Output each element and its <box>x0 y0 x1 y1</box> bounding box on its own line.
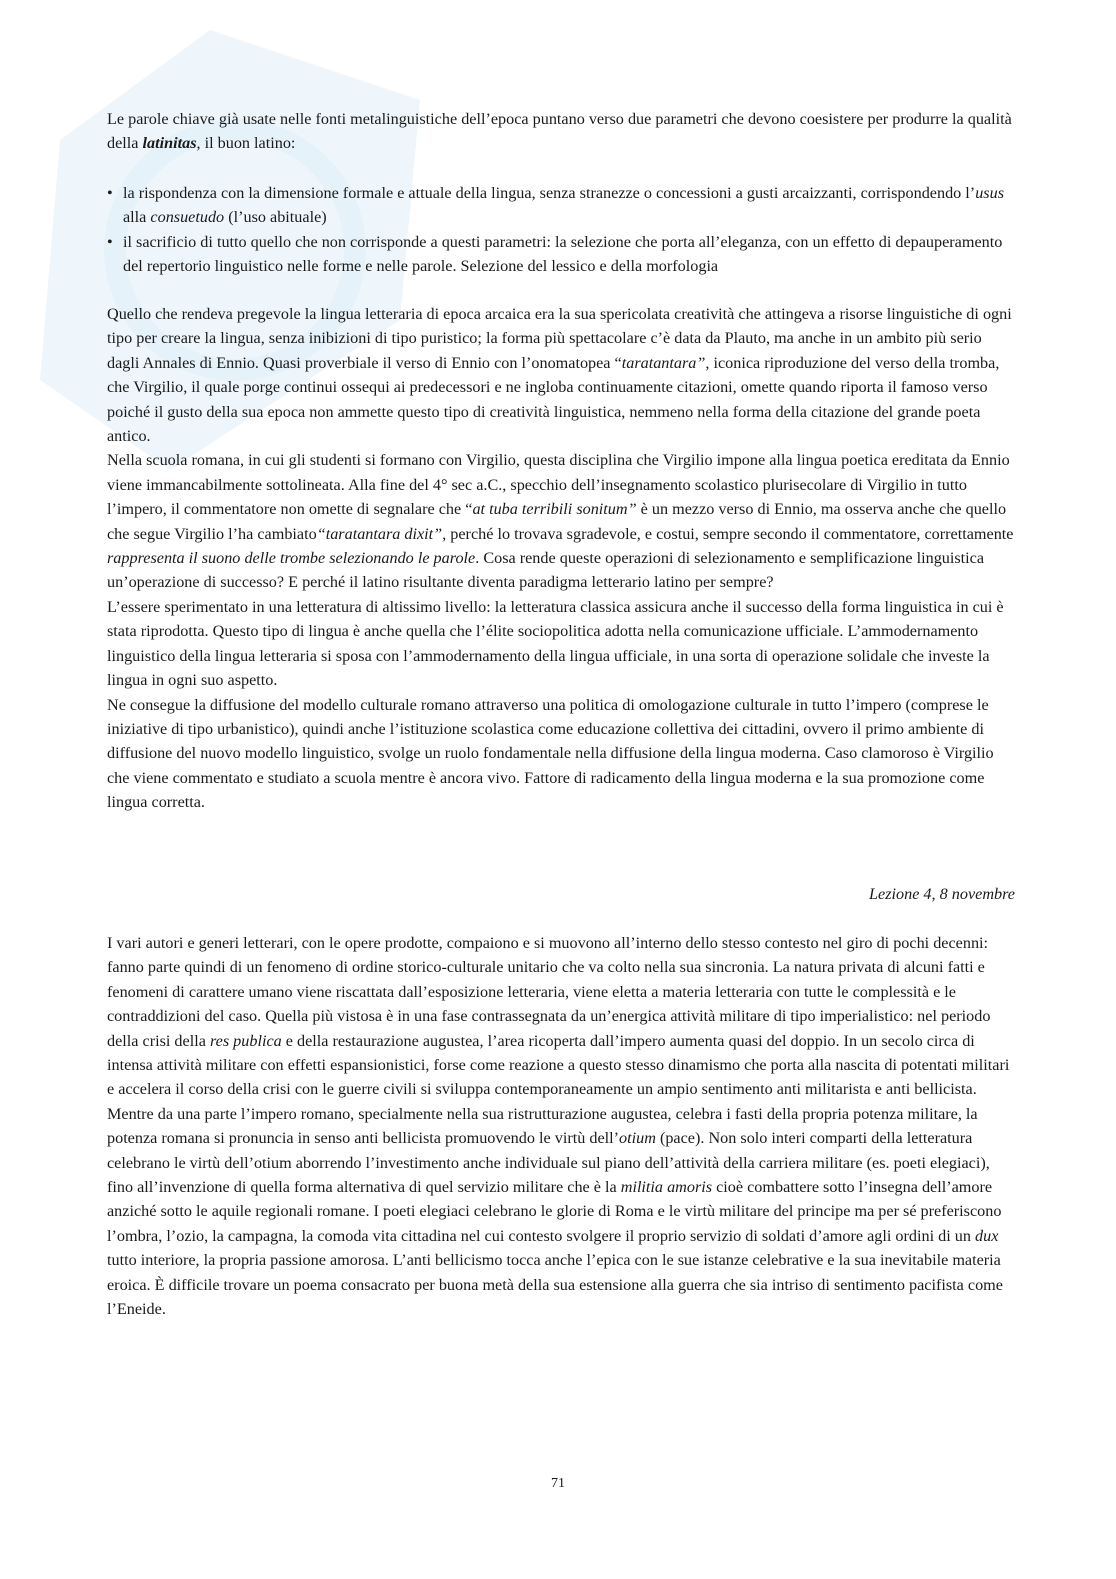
page-number: 71 <box>551 1476 565 1491</box>
paragraph: L’essere sperimentato in una letteratura di altissimo livello: la letteratura classica assicura anche il successo della forma linguistica in cui è stata riprodotta. Questo tipo di lingua è anche quella che l’élite sociopolitica adotta nella comunicazione ufficiale. L’ammodernamento linguistico della lingua letteraria si sposa con l’ammodernamento della lingua ufficiale, in una sorta di operazione solidale che investe la lingua in ogni suo aspetto. <box>107 597 1004 690</box>
bullet-icon: • <box>107 184 113 202</box>
paragraph: Nella scuola romana, in cui gli studenti si formano con Virgilio, questa disciplina che Virgilio impone alla lingua poetica ereditata da Ennio viene immancabilmente sottolineata. Alla fine del 4° sec a.C., specchio dell’insegnamento scolastico plurisecolare di Virgilio in tutto l’impero, il commentatore non omette di segnalare che “at tuba terribili sonitum” è un mezzo verso di Ennio, ma osserva anche che quello che segue Virgilio l’ha cambiato“taratantara dixit”, perché lo trovava sgradevole, e costui, sempre secondo il commentatore, correttamente rappresenta il suono delle trombe selezionando le parole. Cosa rende queste operazioni di selezionamento e semplificazione linguistica un’operazione di successo? E perché il latino risultante diventa paradigma letterario latino per sempre? <box>107 451 1014 592</box>
lesson-heading: Lezione 4, 8 novembre <box>869 885 1015 903</box>
list-item: • la rispondenza con la dimensione formale e attuale della lingua, senza stranezze o concessioni a gusti arcaizzanti, corrispondendo l’usus alla consuetudo (l’uso abituale) <box>107 181 1015 230</box>
bullet-icon: • <box>107 232 113 251</box>
section-antimilitarism: I vari autori e generi letterari, con le opere prodotte, compaiono e si muovono all’interno dello stesso contesto nel giro di pochi decenni: fanno parte quindi di un fenomeno di ordine storico-culturale unitario che va colto nella sua sincronia. La natura privata di alcuni fatti e fenomeni di carattere umano viene riscattata dall’esposizione letteraria, viene eletta a materia letteraria con tutte le complessità e le contraddizioni del caso. Quella più vistosa è in una fase contrassegnata da un’energica attività militare di tipo imperialistico: nel periodo della crisi della res publica e della restaurazione augustea, l’area ricoperta dall’impero aumenta quasi del doppio. In un secolo circa di intensa attività militare con effetti espansionistici, forse come reazione a questo stesso dinamismo che porta alla nascita di potentati militari e accelera il corso della crisi con le guerre civili si sviluppa contemporaneamente un ampio sentimento anti militarista e anti bellicista. Mentre da una parte l’impero romano, specialmente nella sua ristrutturazione augustea, celebra i fasti della propria potenza militare, la potenza romana si pronuncia in senso anti bellicista promuovendo le virtù dell’otium (pace). Non solo interi comparti della letteratura celebrano le virtù dell’otium aborrendo l’investimento anche individuale sul piano dell’attività della carriera militare (es. poeti elegiaci), fino all’invenzione di quella forma alternativa di quel servizio militare che è la militia amoris cioè combattere sotto l’insegna dell’amore anziché sotto le aquile regionali romane. I poeti elegiaci celebrano le glorie di Roma e le virtù militare del principe ma per sé preferiscono l’ombra, l’ozio, la campagna, la comoda vita cittadina nel cui contesto svolgere il proprio servizio di soldati d’amore agli ordini di un dux tutto interiore, la propria passione amorosa. L’anti bellicismo tocca anche l’epica con le sue istanze celebrative e la sua inevitabile materia eroica. È difficile trovare un poema consacrato per buona metà della sua estensione alla guerra che sia intriso di sentimento pacifista come l’Eneide. <box>107 934 1010 1319</box>
intro-paragraph: Le parole chiave già usate nelle fonti metalinguistiche dell’epoca puntano verso due parametri che devono coesistere per produrre la qualità della latinitas, il buon latino: <box>107 110 1012 153</box>
paragraph: Ne consegue la diffusione del modello culturale romano attraverso una politica di omologazione culturale in tutto l’impero (comprese le iniziative di tipo urbanistico), quindi anche l’istituzione scolastica come educazione collettiva dei cittadini, ovvero il primo ambiente di diffusione del nuovo modello linguistico, svolge un ruolo fondamentale nella diffusione della lingua moderna. Caso clamoroso è Virgilio che viene commentato e studiato a scuola mentre è ancora vivo. Fattore di radicamento della lingua moderna e la sua promozione come lingua corretta. <box>107 695 994 812</box>
list-item: • il sacrificio di tutto quello che non corrisponde a questi parametri: la selezione che porta all’eleganza, con un effetto di depauperamento del repertorio linguistico nelle forme e nelle parole. Selezione del lessico e della morfologia <box>107 230 1015 279</box>
criteria-list <box>107 181 1015 279</box>
paragraph: Quello che rendeva pregevole la lingua letteraria di epoca arcaica era la sua spericolata creatività che attingeva a risorse linguistiche di ogni tipo per creare la lingua, senza inibizioni di tipo puristico; la forma più spettacolare c’è data da Plauto, ma anche in un ambito più serio dagli Annales di Ennio. Quasi proverbiale il verso di Ennio con l’onomatopea “taratantara”, iconica riproduzione del verso della tromba, che Virgilio, il quale porge continui ossequi ai predecessori e ne ingloba continuamente citazioni, omette quando riporta il famoso verso poiché il gusto della sua epoca non ammette questo tipo di creatività linguistica, nemmeno nella forma della citazione del grande poeta antico. <box>107 305 1012 446</box>
section-archaic-language <box>107 302 1015 815</box>
latinitas-term: latinitas <box>142 134 197 153</box>
